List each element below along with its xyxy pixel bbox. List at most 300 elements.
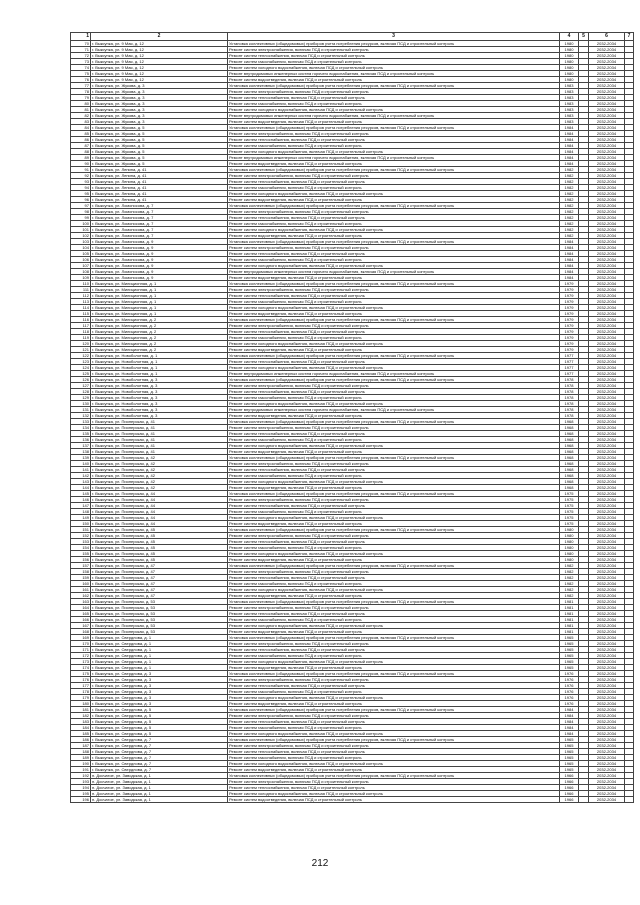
work-type-cell: Установка коллективных (общедомовых) приборов учета потребления ресурсов, включая ПСД и строительный контроль: [228, 455, 560, 461]
col5-cell: [579, 797, 589, 803]
work-type-cell: Ремонт систем газоснабжения, включая ПСД и строительный контроль: [228, 257, 560, 263]
address-cell: г. Выксунка, ул. Ломоносова, д. 9: [91, 257, 228, 263]
work-type-cell: Установка коллективных (общедомовых) приборов учета потребления ресурсов, включая ПСД и строительный контроль: [228, 707, 560, 713]
period-cell: 2032-2034: [589, 323, 625, 329]
schedule-table-container: [70, 32, 631, 803]
period-cell: 2032-2034: [589, 113, 625, 119]
work-type-cell: Ремонт систем теплоснабжения, включая ПСД и строительный контроль: [228, 359, 560, 365]
work-type-cell: Ремонт систем электроснабжения, включая ПСД и строительный контроль: [228, 605, 560, 611]
work-type-cell: Ремонт систем холодного водоснабжения, включая ПСД и строительный контроль: [228, 479, 560, 485]
year-cell: 1982: [560, 203, 579, 209]
year-cell: 1980: [560, 533, 579, 539]
year-cell: 1979: [560, 323, 579, 329]
address-cell: г. Выксунка, ул. 9 Мая, д. 12: [91, 71, 228, 77]
row-number: 154: [71, 545, 91, 551]
row-number: 115: [71, 311, 91, 317]
address-cell: г. Выксунка, ул. Пионерская, д. 44: [91, 521, 228, 527]
period-cell: 2032-2034: [589, 389, 625, 395]
work-type-cell: Ремонт систем электроснабжения, включая ПСД и строительный контроль: [228, 533, 560, 539]
year-cell: 1981: [560, 629, 579, 635]
period-cell: 2032-2034: [589, 665, 625, 671]
row-number: 79: [71, 95, 91, 101]
work-type-cell: Ремонт систем газоснабжения, включая ПСД и строительный контроль: [228, 689, 560, 695]
table-header-row: [71, 33, 634, 41]
period-cell: 2032-2034: [589, 47, 625, 53]
work-type-cell: Установка коллективных (общедомовых) приборов учета потребления ресурсов, включая ПСД и строительный контроль: [228, 737, 560, 743]
row-number: 150: [71, 521, 91, 527]
year-cell: 1980: [560, 47, 579, 53]
period-cell: 2032-2034: [589, 365, 625, 371]
work-type-cell: Установка коллективных (общедомовых) приборов учета потребления ресурсов, включая ПСД и строительный контроль: [228, 239, 560, 245]
period-cell: 2032-2034: [589, 527, 625, 533]
period-cell: 2032-2034: [589, 569, 625, 575]
year-cell: 1966: [560, 779, 579, 785]
work-type-cell: Ремонт систем теплоснабжения, включая ПСД и строительный контроль: [228, 389, 560, 395]
row-number: 120: [71, 341, 91, 347]
period-cell: 2032-2034: [589, 749, 625, 755]
address-cell: г. Выксунка, ул. Жукова, д. 3: [91, 113, 228, 119]
period-cell: 2032-2034: [589, 557, 625, 563]
address-cell: г. Выксунка, ул. Жукова, д. 5: [91, 161, 228, 167]
address-cell: г. Выксунка, ул. Жукова, д. 3: [91, 95, 228, 101]
row-number: 121: [71, 347, 91, 353]
year-cell: 1977: [560, 359, 579, 365]
work-type-cell: Ремонт систем теплоснабжения, включая ПСД и строительный контроль: [228, 503, 560, 509]
address-cell: г. Выксунка, ул. Ленина, д. 41: [91, 173, 228, 179]
year-cell: 1975: [560, 503, 579, 509]
period-cell: 2032-2034: [589, 149, 625, 155]
row-number: 118: [71, 329, 91, 335]
period-cell: 2032-2034: [589, 437, 625, 443]
year-cell: 1980: [560, 71, 579, 77]
period-cell: 2032-2034: [589, 677, 625, 683]
period-cell: 2032-2034: [589, 743, 625, 749]
work-type-cell: Ремонт систем теплоснабжения, включая ПСД и строительный контроль: [228, 611, 560, 617]
address-cell: г. Выксунка, ул. Свердлова, д. 5: [91, 731, 228, 737]
row-number: 180: [71, 701, 91, 707]
address-cell: п. Досчатое, ул. Заводская, д. 1: [91, 785, 228, 791]
work-type-cell: Установка коллективных (общедомовых) приборов учета потребления ресурсов, включая ПСД и строительный контроль: [228, 491, 560, 497]
work-type-cell: Ремонт систем электроснабжения, включая ПСД и строительный контроль: [228, 209, 560, 215]
year-cell: 1977: [560, 371, 579, 377]
work-type-cell: Ремонт систем теплоснабжения, включая ПСД и строительный контроль: [228, 95, 560, 101]
address-cell: г. Выксунка, ул. Свердлова, д. 7: [91, 767, 228, 773]
work-type-cell: Установка коллективных (общедомовых) приборов учета потребления ресурсов, включая ПСД и строительный контроль: [228, 419, 560, 425]
period-cell: 2032-2034: [589, 41, 625, 47]
period-cell: 2032-2034: [589, 347, 625, 353]
address-cell: г. Выксунка, ул. Пионерская, д. 47: [91, 563, 228, 569]
year-cell: 1984: [560, 731, 579, 737]
row-number: 85: [71, 131, 91, 137]
address-cell: г. Выксунка, ул. Пионерская, д. 47: [91, 587, 228, 593]
work-type-cell: Ремонт систем теплоснабжения, включая ПСД и строительный контроль: [228, 431, 560, 437]
work-type-cell: Ремонт систем электроснабжения, включая ПСД и строительный контроль: [228, 89, 560, 95]
row-number: 125: [71, 371, 91, 377]
header-col-5: 5: [579, 33, 589, 41]
row-number: 74: [71, 65, 91, 71]
year-cell: 1965: [560, 755, 579, 761]
period-cell: 2032-2034: [589, 287, 625, 293]
header-col-7: 7: [625, 33, 634, 41]
year-cell: 1976: [560, 689, 579, 695]
period-cell: 2032-2034: [589, 521, 625, 527]
year-cell: 1968: [560, 461, 579, 467]
row-number: 190: [71, 761, 91, 767]
address-cell: г. Выксунка, ул. Ломоносова, д. 7: [91, 203, 228, 209]
row-number: 112: [71, 293, 91, 299]
row-number: 181: [71, 707, 91, 713]
period-cell: 2032-2034: [589, 419, 625, 425]
period-cell: 2032-2034: [589, 773, 625, 779]
row-number: 147: [71, 503, 91, 509]
work-type-cell: Ремонт систем теплоснабжения, включая ПСД и строительный контроль: [228, 785, 560, 791]
row-number: 80: [71, 101, 91, 107]
address-cell: г. Выксунка, ул. Пионерская, д. 42: [91, 455, 228, 461]
row-number: 109: [71, 275, 91, 281]
year-cell: 1980: [560, 59, 579, 65]
year-cell: 1978: [560, 383, 579, 389]
year-cell: 1965: [560, 653, 579, 659]
year-cell: 1984: [560, 239, 579, 245]
row-number: 84: [71, 125, 91, 131]
year-cell: 1984: [560, 245, 579, 251]
period-cell: 2032-2034: [589, 191, 625, 197]
address-cell: г. Выксунка, ул. 9 Мая, д. 12: [91, 59, 228, 65]
period-cell: 2032-2034: [589, 707, 625, 713]
address-cell: г. Выксунка, ул. Пионерская, д. 41: [91, 431, 228, 437]
period-cell: 2032-2034: [589, 635, 625, 641]
period-cell: 2032-2034: [589, 185, 625, 191]
address-cell: г. Выксунка, ул. Жукова, д. 3: [91, 101, 228, 107]
address-cell: г. Выксунка, ул. Пионерская, д. 42: [91, 479, 228, 485]
row-number: 144: [71, 485, 91, 491]
row-number: 110: [71, 281, 91, 287]
row-number: 99: [71, 215, 91, 221]
year-cell: 1980: [560, 545, 579, 551]
address-cell: г. Выксунка, ул. Ломоносова, д. 7: [91, 209, 228, 215]
work-type-cell: Ремонт систем газоснабжения, включая ПСД и строительный контроль: [228, 143, 560, 149]
work-type-cell: Ремонт систем холодного водоснабжения, включая ПСД и строительный контроль: [228, 341, 560, 347]
year-cell: 1982: [560, 191, 579, 197]
period-cell: 2032-2034: [589, 311, 625, 317]
address-cell: г. Выксунка, ул. Жукова, д. 3: [91, 83, 228, 89]
row-number: 119: [71, 335, 91, 341]
row-number: 107: [71, 263, 91, 269]
period-cell: 2032-2034: [589, 215, 625, 221]
row-number: 153: [71, 539, 91, 545]
address-cell: г. Выксунка, ул. Ломоносова, д. 9: [91, 245, 228, 251]
year-cell: 1968: [560, 467, 579, 473]
year-cell: 1965: [560, 659, 579, 665]
work-type-cell: Установка коллективных (общедомовых) приборов учета потребления ресурсов, включая ПСД и строительный контроль: [228, 203, 560, 209]
row-number: 194: [71, 785, 91, 791]
work-type-cell: Ремонт систем холодного водоснабжения, включая ПСД и строительный контроль: [228, 401, 560, 407]
work-type-cell: Установка коллективных (общедомовых) приборов учета потребления ресурсов, включая ПСД и строительный контроль: [228, 317, 560, 323]
period-cell: 2032-2034: [589, 353, 625, 359]
address-cell: г. Выксунка, ул. Ленина, д. 41: [91, 185, 228, 191]
period-cell: 2032-2034: [589, 203, 625, 209]
year-cell: 1982: [560, 569, 579, 575]
row-number: 156: [71, 557, 91, 563]
work-type-cell: Установка коллективных (общедомовых) приборов учета потребления ресурсов, включая ПСД и строительный контроль: [228, 527, 560, 533]
row-number: 124: [71, 365, 91, 371]
work-type-cell: Ремонт систем теплоснабжения, включая ПСД и строительный контроль: [228, 329, 560, 335]
address-cell: г. Выксунка, ул. Новоболотная, д. 1: [91, 359, 228, 365]
row-number: 171: [71, 647, 91, 653]
period-cell: 2032-2034: [589, 515, 625, 521]
period-cell: 2032-2034: [589, 503, 625, 509]
year-cell: 1966: [560, 791, 579, 797]
row-number: 187: [71, 743, 91, 749]
year-cell: 1984: [560, 275, 579, 281]
work-type-cell: Ремонт систем водоотведения, включая ПСД и строительный контроль: [228, 161, 560, 167]
work-type-cell: Ремонт систем теплоснабжения, включая ПСД и строительный контроль: [228, 539, 560, 545]
row-number: 160: [71, 581, 91, 587]
period-cell: 2032-2034: [589, 77, 625, 83]
period-cell: 2032-2034: [589, 647, 625, 653]
row-number: 71: [71, 47, 91, 53]
address-cell: г. Выксунка, ул. Новоболотная, д. 1: [91, 365, 228, 371]
period-cell: 2032-2034: [589, 563, 625, 569]
row-number: 191: [71, 767, 91, 773]
work-type-cell: Ремонт систем теплоснабжения, включая ПСД и строительный контроль: [228, 293, 560, 299]
year-cell: 1979: [560, 305, 579, 311]
table-body: [71, 41, 634, 803]
work-type-cell: Ремонт систем газоснабжения, включая ПСД и строительный контроль: [228, 581, 560, 587]
work-type-cell: Ремонт систем холодного водоснабжения, включая ПСД и строительный контроль: [228, 149, 560, 155]
work-type-cell: Ремонт систем газоснабжения, включая ПСД и строительный контроль: [228, 653, 560, 659]
address-cell: г. Выксунка, ул. Милиционная, д. 2: [91, 335, 228, 341]
year-cell: 1982: [560, 575, 579, 581]
address-cell: г. Выксунка, ул. Милиционная, д. 2: [91, 323, 228, 329]
period-cell: 2032-2034: [589, 605, 625, 611]
work-type-cell: Ремонт систем водоотведения, включая ПСД и строительный контроль: [228, 449, 560, 455]
work-type-cell: Ремонт систем холодного водоснабжения, включая ПСД и строительный контроль: [228, 623, 560, 629]
work-type-cell: Ремонт систем холодного водоснабжения, включая ПСД и строительный контроль: [228, 587, 560, 593]
year-cell: 1968: [560, 449, 579, 455]
year-cell: 1984: [560, 149, 579, 155]
year-cell: 1984: [560, 155, 579, 161]
period-cell: 2032-2034: [589, 497, 625, 503]
row-number: 83: [71, 119, 91, 125]
year-cell: 1980: [560, 527, 579, 533]
work-type-cell: Установка коллективных (общедомовых) приборов учета потребления ресурсов, включая ПСД и строительный контроль: [228, 41, 560, 47]
period-cell: 2032-2034: [589, 359, 625, 365]
row-number: 151: [71, 527, 91, 533]
address-cell: г. Выксунка, ул. 9 Мая, д. 12: [91, 77, 228, 83]
work-type-cell: Установка коллективных (общедомовых) приборов учета потребления ресурсов, включая ПСД и строительный контроль: [228, 125, 560, 131]
row-number: 75: [71, 71, 91, 77]
period-cell: 2032-2034: [589, 725, 625, 731]
row-number: 92: [71, 173, 91, 179]
period-cell: 2032-2034: [589, 245, 625, 251]
row-number: 155: [71, 551, 91, 557]
address-cell: г. Выксунка, ул. Пионерская, д. 45: [91, 539, 228, 545]
work-type-cell: Ремонт систем газоснабжения, включая ПСД и строительный контроль: [228, 59, 560, 65]
address-cell: г. Выксунка, ул. Пионерская, д. 41: [91, 449, 228, 455]
period-cell: 2032-2034: [589, 95, 625, 101]
work-type-cell: Ремонт систем электроснабжения, включая ПСД и строительный контроль: [228, 497, 560, 503]
address-cell: г. Выксунка, ул. Пионерская, д. 41: [91, 437, 228, 443]
period-cell: 2032-2034: [589, 143, 625, 149]
row-number: 142: [71, 473, 91, 479]
address-cell: г. Выксунка, ул. Свердлова, д. 1: [91, 653, 228, 659]
work-type-cell: Ремонт систем газоснабжения, включая ПСД и строительный контроль: [228, 755, 560, 761]
address-cell: г. Выксунка, ул. Жукова, д. 5: [91, 137, 228, 143]
work-type-cell: Ремонт систем теплоснабжения, включая ПСД и строительный контроль: [228, 467, 560, 473]
address-cell: г. Выксунка, ул. Свердлова, д. 1: [91, 659, 228, 665]
address-cell: г. Выксунка, ул. Новоболотная, д. 1: [91, 371, 228, 377]
year-cell: 1984: [560, 719, 579, 725]
year-cell: 1981: [560, 617, 579, 623]
work-type-cell: Установка коллективных (общедомовых) приборов учета потребления ресурсов, включая ПСД и строительный контроль: [228, 353, 560, 359]
year-cell: 1984: [560, 143, 579, 149]
period-cell: 2032-2034: [589, 443, 625, 449]
period-cell: 2032-2034: [589, 779, 625, 785]
address-cell: г. Выксунка, ул. Свердлова, д. 5: [91, 719, 228, 725]
year-cell: 1980: [560, 551, 579, 557]
period-cell: 2032-2034: [589, 599, 625, 605]
header-col-2: 2: [91, 33, 228, 41]
row-number: 185: [71, 731, 91, 737]
period-cell: 2032-2034: [589, 767, 625, 773]
period-cell: 2032-2034: [589, 611, 625, 617]
year-cell: 1978: [560, 401, 579, 407]
address-cell: г. Выксунка, ул. Свердлова, д. 3: [91, 695, 228, 701]
row-number: 86: [71, 137, 91, 143]
address-cell: г. Выксунка, ул. Пионерская, д. 53: [91, 623, 228, 629]
address-cell: г. Выксунка, ул. Пионерская, д. 42: [91, 461, 228, 467]
work-type-cell: Ремонт систем холодного водоснабжения, включая ПСД и строительный контроль: [228, 191, 560, 197]
work-type-cell: Ремонт систем теплоснабжения, включая ПСД и строительный контроль: [228, 647, 560, 653]
year-cell: 1984: [560, 269, 579, 275]
row-number: 133: [71, 419, 91, 425]
row-number: 117: [71, 323, 91, 329]
address-cell: г. Выксунка, ул. Свердлова, д. 7: [91, 743, 228, 749]
work-type-cell: Ремонт систем холодного водоснабжения, включая ПСД и строительный контроль: [228, 761, 560, 767]
work-type-cell: Ремонт систем газоснабжения, включая ПСД и строительный контроль: [228, 725, 560, 731]
row-number: 76: [71, 77, 91, 83]
period-cell: 2032-2034: [589, 383, 625, 389]
address-cell: г. Выксунка, ул. Свердлова, д. 3: [91, 683, 228, 689]
work-type-cell: Ремонт систем электроснабжения, включая ПСД и строительный контроль: [228, 131, 560, 137]
row-number: 116: [71, 317, 91, 323]
period-cell: 2032-2034: [589, 257, 625, 263]
year-cell: 1979: [560, 329, 579, 335]
address-cell: г. Выксунка, ул. 9 Мая, д. 12: [91, 53, 228, 59]
address-cell: г. Выксунка, ул. Пионерская, д. 47: [91, 581, 228, 587]
year-cell: 1965: [560, 761, 579, 767]
row-number: 103: [71, 239, 91, 245]
address-cell: г. Выксунка, ул. Ломоносова, д. 7: [91, 227, 228, 233]
work-type-cell: Ремонт систем электроснабжения, включая ПСД и строительный контроль: [228, 173, 560, 179]
year-cell: 1982: [560, 179, 579, 185]
address-cell: г. Выксунка, ул. Милиционная, д. 1: [91, 311, 228, 317]
address-cell: г. Выксунка, ул. Пионерская, д. 53: [91, 605, 228, 611]
address-cell: г. Выксунка, ул. Новоболотная, д. 3: [91, 413, 228, 419]
header-col-1: 1: [71, 33, 91, 41]
row-number: 123: [71, 359, 91, 365]
year-cell: 1965: [560, 749, 579, 755]
work-type-cell: Ремонт систем водоотведения, включая ПСД и строительный контроль: [228, 119, 560, 125]
row-number: 182: [71, 713, 91, 719]
header-col-4: 4: [560, 33, 579, 41]
row-number: 165: [71, 611, 91, 617]
period-cell: 2032-2034: [589, 629, 625, 635]
work-type-cell: Ремонт систем холодного водоснабжения, включая ПСД и строительный контроль: [228, 443, 560, 449]
work-type-cell: Ремонт систем водоотведения, включая ПСД и строительный контроль: [228, 197, 560, 203]
row-number: 170: [71, 641, 91, 647]
row-number: 114: [71, 305, 91, 311]
work-type-cell: Ремонт систем электроснабжения, включая ПСД и строительный контроль: [228, 641, 560, 647]
period-cell: 2032-2034: [589, 659, 625, 665]
year-cell: 1978: [560, 413, 579, 419]
period-cell: 2032-2034: [589, 317, 625, 323]
year-cell: 1979: [560, 293, 579, 299]
period-cell: 2032-2034: [589, 119, 625, 125]
col7-cell: [625, 797, 634, 803]
period-cell: 2032-2034: [589, 791, 625, 797]
period-cell: 2032-2034: [589, 689, 625, 695]
work-type-cell: Ремонт систем холодного водоснабжения, включая ПСД и строительный контроль: [228, 365, 560, 371]
period-cell: 2032-2034: [589, 467, 625, 473]
year-cell: 1981: [560, 605, 579, 611]
year-cell: 1983: [560, 107, 579, 113]
address-cell: г. Выксунка, ул. Ломоносова, д. 9: [91, 239, 228, 245]
work-type-cell: Ремонт систем водоотведения, включая ПСД и строительный контроль: [228, 629, 560, 635]
address-cell: г. Выксунка, ул. 9 Мая, д. 12: [91, 65, 228, 71]
address-cell: г. Выксунка, ул. Свердлова, д. 1: [91, 641, 228, 647]
work-type-cell: Установка коллективных (общедомовых) приборов учета потребления ресурсов, включая ПСД и строительный контроль: [228, 281, 560, 287]
address-cell: г. Выксунка, ул. Свердлова, д. 3: [91, 701, 228, 707]
row-number: 126: [71, 377, 91, 383]
row-number: 87: [71, 143, 91, 149]
row-number: 122: [71, 353, 91, 359]
address-cell: г. Выксунка, ул. Пионерская, д. 44: [91, 497, 228, 503]
address-cell: г. Выксунка, ул. Пионерская, д. 41: [91, 419, 228, 425]
work-type-cell: Ремонт внутридомовых инженерных систем горячего водоснабжения, включая ПСД и строительный контроль: [228, 113, 560, 119]
work-type-cell: Ремонт систем теплоснабжения, включая ПСД и строительный контроль: [228, 137, 560, 143]
work-type-cell: Ремонт систем электроснабжения, включая ПСД и строительный контроль: [228, 245, 560, 251]
address-cell: г. Выксунка, ул. Свердлова, д. 3: [91, 677, 228, 683]
period-cell: 2032-2034: [589, 473, 625, 479]
row-number: 77: [71, 83, 91, 89]
period-cell: 2032-2034: [589, 395, 625, 401]
year-cell: 1965: [560, 647, 579, 653]
row-number: 166: [71, 617, 91, 623]
period-cell: 2032-2034: [589, 275, 625, 281]
schedule-table: [70, 32, 634, 803]
period-cell: 2032-2034: [589, 305, 625, 311]
row-number: 101: [71, 227, 91, 233]
row-number: 113: [71, 299, 91, 305]
year-cell: 1982: [560, 215, 579, 221]
period-cell: 2032-2034: [589, 587, 625, 593]
row-number: 105: [71, 251, 91, 257]
address-cell: г. Выксунка, ул. Милиционная, д. 1: [91, 293, 228, 299]
address-cell: г. Выксунка, ул. Пионерская, д. 42: [91, 467, 228, 473]
address-cell: г. Выксунка, ул. Свердлова, д. 3: [91, 689, 228, 695]
address-cell: г. Выксунка, ул. Пионерская, д. 41: [91, 425, 228, 431]
work-type-cell: Ремонт внутридомовых инженерных систем горячего водоснабжения, включая ПСД и строительный контроль: [228, 407, 560, 413]
row-number: 98: [71, 209, 91, 215]
year-cell: 1982: [560, 563, 579, 569]
work-type-cell: Ремонт систем водоотведения, включая ПСД и строительный контроль: [228, 311, 560, 317]
address-cell: г. Выксунка, ул. Пионерская, д. 45: [91, 527, 228, 533]
header-col-6: 6: [589, 33, 625, 41]
work-type-cell: Ремонт систем водоотведения, включая ПСД и строительный контроль: [228, 797, 560, 803]
year-cell: 1976: [560, 683, 579, 689]
